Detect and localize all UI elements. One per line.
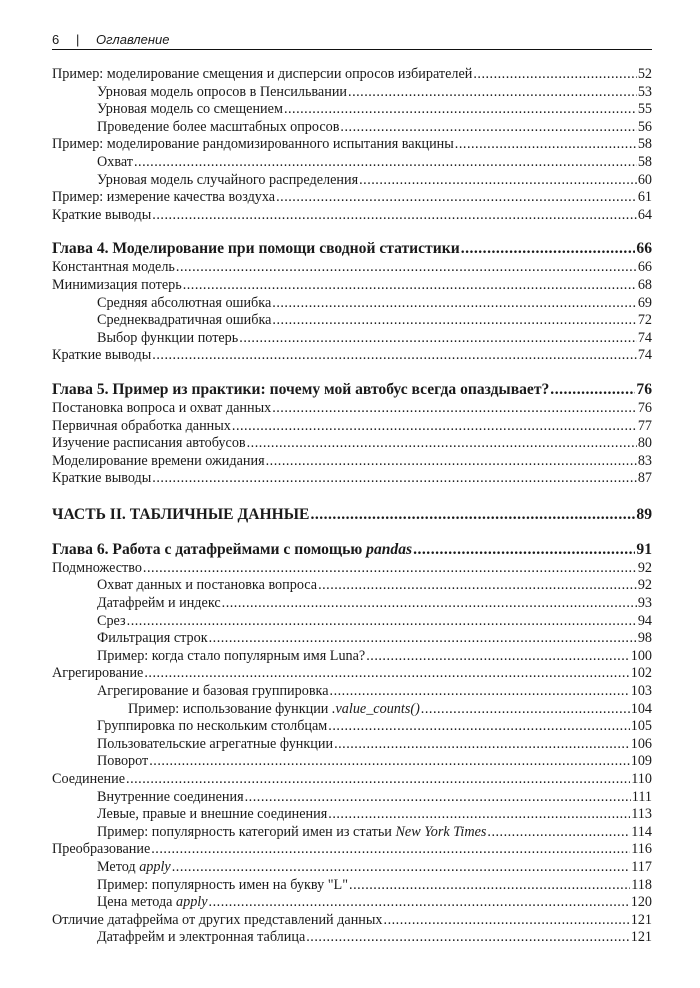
toc-entry[interactable]: Пример: моделирование смещения и дисперсии опросов избирателей ..... 52 — [52, 66, 652, 84]
toc-entry[interactable]: Пример: популярность категорий имен из статьи New York Times ..... 114 — [52, 824, 652, 842]
leader-dots — [284, 101, 637, 119]
page-number: 6 — [52, 32, 60, 47]
page-ref: 77 — [637, 417, 652, 434]
toc-entry[interactable]: Пример: измерение качества воздуха ..... 61 — [52, 189, 652, 207]
leader-dots — [455, 136, 637, 154]
page-ref: 72 — [637, 312, 652, 329]
page-ref: 87 — [637, 470, 652, 487]
leader-dots — [359, 172, 637, 190]
page-ref: 53 — [637, 83, 652, 100]
toc-entry[interactable]: Урновая модель со смещением ..... 55 — [52, 101, 652, 119]
toc-entry[interactable]: Метод apply ..... 117 — [52, 859, 652, 877]
leader-dots — [473, 66, 636, 84]
page-ref: 98 — [637, 630, 652, 647]
page-ref: 61 — [637, 189, 652, 206]
toc-entry[interactable]: Средняя абсолютная ошибка ..... 69 — [52, 295, 652, 313]
toc-chapter-6[interactable]: Глава 6. Работа с датафреймами с помощью pandas ..... 91 — [52, 540, 652, 560]
leader-dots — [487, 824, 630, 842]
leader-dots — [151, 841, 630, 859]
leader-dots — [152, 347, 637, 365]
toc-entry[interactable]: Датафрейм и индекс ..... 93 — [52, 595, 652, 613]
toc-entry[interactable]: Подмножество ..... 92 — [52, 560, 652, 578]
toc-entry[interactable]: Выбор функции потерь ..... 74 — [52, 330, 652, 348]
toc-entry[interactable]: Цена метода apply ..... 120 — [52, 894, 652, 912]
toc-chapter-5[interactable]: Глава 5. Пример из практики: почему мой автобус всегда опаздывает? ..... 76 — [52, 380, 652, 400]
toc-entry[interactable]: Урновая модель опросов в Пенсильвании ..... 53 — [52, 84, 652, 102]
toc-entry[interactable]: Пользовательские агрегатные функции ..... 106 — [52, 736, 652, 754]
leader-dots — [328, 806, 630, 824]
toc-entry[interactable]: Левые, правые и внешние соединения ..... 113 — [52, 806, 652, 824]
page-ref: 93 — [637, 595, 652, 612]
leader-dots — [152, 207, 637, 225]
leader-dots — [144, 665, 629, 683]
leader-dots — [318, 577, 637, 595]
toc-entry[interactable]: Агрегирование ..... 102 — [52, 665, 652, 683]
leader-dots — [172, 859, 631, 877]
page-ref: 83 — [637, 452, 652, 469]
leader-dots — [550, 380, 635, 400]
page-ref: 121 — [630, 911, 652, 928]
page-ref: 89 — [636, 505, 652, 523]
toc-entry[interactable]: Охват данных и постановка вопроса ..... 92 — [52, 577, 652, 595]
page-ref: 118 — [631, 876, 652, 893]
leader-dots — [134, 154, 637, 172]
page-ref: 103 — [630, 683, 652, 700]
toc-entry[interactable]: Краткие выводы ..... 64 — [52, 207, 652, 225]
leader-dots — [127, 613, 637, 631]
page-ref: 74 — [637, 347, 652, 364]
page-ref: 68 — [637, 276, 652, 293]
page-ref: 94 — [637, 612, 652, 629]
page-ref: 114 — [631, 823, 652, 840]
page-ref: 104 — [630, 700, 652, 717]
toc-part-2[interactable]: ЧАСТЬ II. ТАБЛИЧНЫЕ ДАННЫЕ ..... 89 — [52, 505, 652, 525]
page-ref: 58 — [637, 136, 652, 153]
header-separator: | — [76, 32, 80, 47]
leader-dots — [330, 683, 630, 701]
toc-entry[interactable]: Соединение ..... 110 — [52, 771, 652, 789]
page-ref: 111 — [631, 788, 652, 805]
toc-entry[interactable]: Среднеквадратичная ошибка ..... 72 — [52, 312, 652, 330]
leader-dots — [272, 312, 636, 330]
page-ref: 80 — [637, 435, 652, 452]
leader-dots — [143, 560, 637, 578]
leader-dots — [272, 400, 637, 418]
toc-entry[interactable]: Моделирование времени ожидания ..... 83 — [52, 453, 652, 471]
toc-entry[interactable]: Срез ..... 94 — [52, 613, 652, 631]
toc-entry[interactable]: Пример: популярность имен на букву "L" ..... 118 — [52, 877, 652, 895]
leader-dots — [222, 595, 637, 613]
leader-dots — [328, 718, 629, 736]
leader-dots — [366, 648, 629, 666]
leader-dots — [239, 330, 637, 348]
toc-entry[interactable]: Поворот ..... 109 — [52, 753, 652, 771]
page-ref: 60 — [637, 171, 652, 188]
toc-entry[interactable]: Первичная обработка данных ..... 77 — [52, 418, 652, 436]
toc-entry[interactable]: Минимизация потерь ..... 68 — [52, 277, 652, 295]
page-ref: 69 — [637, 294, 652, 311]
toc-entry[interactable]: Постановка вопроса и охват данных ..... 76 — [52, 400, 652, 418]
leader-dots — [334, 736, 630, 754]
page-ref: 117 — [631, 858, 652, 875]
page-ref: 110 — [631, 771, 652, 787]
toc-entry[interactable]: Урновая модель случайного распределения ..... 60 — [52, 172, 652, 190]
toc-entry[interactable]: Краткие выводы ..... 74 — [52, 347, 652, 365]
toc-entry[interactable]: Пример: когда стало популярным имя Luna? ..... 100 — [52, 648, 652, 666]
page-ref: 92 — [637, 577, 652, 594]
running-header — [52, 31, 652, 50]
leader-dots — [421, 701, 630, 719]
leader-dots — [245, 789, 631, 807]
toc-entry[interactable]: Отличие датафрейма от других представлений данных ..... 121 — [52, 912, 652, 930]
leader-dots — [384, 912, 630, 930]
page-ref: 121 — [630, 929, 652, 946]
table-of-contents — [52, 66, 652, 947]
page-ref: 100 — [630, 647, 652, 664]
leader-dots — [209, 630, 637, 648]
leader-dots — [152, 470, 637, 488]
page-ref: 58 — [637, 153, 652, 170]
leader-dots — [461, 239, 636, 259]
page-ref: 64 — [637, 206, 652, 223]
toc-entry[interactable]: Фильтрация строк ..... 98 — [52, 630, 652, 648]
toc-entry[interactable]: Группировка по нескольким столбцам ..... 105 — [52, 718, 652, 736]
leader-dots — [413, 540, 635, 560]
toc-entry[interactable]: Датафрейм и электронная таблица ..... 121 — [52, 929, 652, 947]
toc-entry[interactable]: Проведение более масштабных опросов ..... 56 — [52, 119, 652, 137]
leader-dots — [306, 929, 629, 947]
leader-dots — [232, 418, 637, 436]
page-ref: 55 — [637, 101, 652, 118]
page-ref: 109 — [630, 753, 652, 770]
section-title: Оглавление — [96, 32, 170, 47]
leader-dots — [349, 877, 630, 895]
leader-dots — [340, 119, 636, 137]
page-ref: 116 — [631, 841, 652, 858]
leader-dots — [183, 277, 637, 295]
leader-dots — [247, 435, 637, 453]
page-ref: 92 — [637, 559, 652, 576]
leader-dots — [272, 295, 637, 313]
toc-entry[interactable]: Пример: использование функции .value_counts() ..... 104 — [52, 701, 652, 719]
page-ref: 66 — [637, 259, 652, 276]
leader-dots — [310, 505, 635, 525]
page-ref: 56 — [637, 118, 652, 135]
leader-dots — [276, 189, 637, 207]
page-ref: 113 — [631, 806, 652, 823]
leader-dots — [149, 753, 629, 771]
page-ref: 76 — [636, 380, 652, 398]
leader-dots — [126, 771, 630, 789]
page-ref: 74 — [637, 329, 652, 346]
toc-entry[interactable]: Внутренние соединения ..... 111 — [52, 789, 652, 807]
toc-entry[interactable]: Агрегирование и базовая группировка ..... 103 — [52, 683, 652, 701]
toc-entry[interactable]: Краткие выводы ..... 87 — [52, 470, 652, 488]
toc-entry[interactable]: Охват ..... 58 — [52, 154, 652, 172]
page-ref: 52 — [637, 66, 652, 82]
toc-entry[interactable]: Преобразование ..... 116 — [52, 841, 652, 859]
leader-dots — [176, 259, 637, 277]
page-ref: 106 — [630, 735, 652, 752]
page-ref: 105 — [630, 718, 652, 735]
toc-entry[interactable]: Пример: моделирование рандомизированного испытания вакцины ..... 58 — [52, 136, 652, 154]
page-ref: 91 — [636, 540, 652, 558]
leader-dots — [266, 453, 637, 471]
leader-dots — [209, 894, 630, 912]
toc-entry[interactable]: Изучение расписания автобусов ..... 80 — [52, 435, 652, 453]
page-ref: 120 — [630, 894, 652, 911]
toc-chapter-4[interactable]: Глава 4. Моделирование при помощи сводной статистики ..... 66 — [52, 239, 652, 259]
page-ref: 76 — [637, 399, 652, 416]
leader-dots — [348, 84, 637, 102]
toc-entry[interactable]: Константная модель ..... 66 — [52, 259, 652, 277]
page-ref: 102 — [630, 665, 652, 682]
page-ref: 66 — [636, 240, 652, 258]
